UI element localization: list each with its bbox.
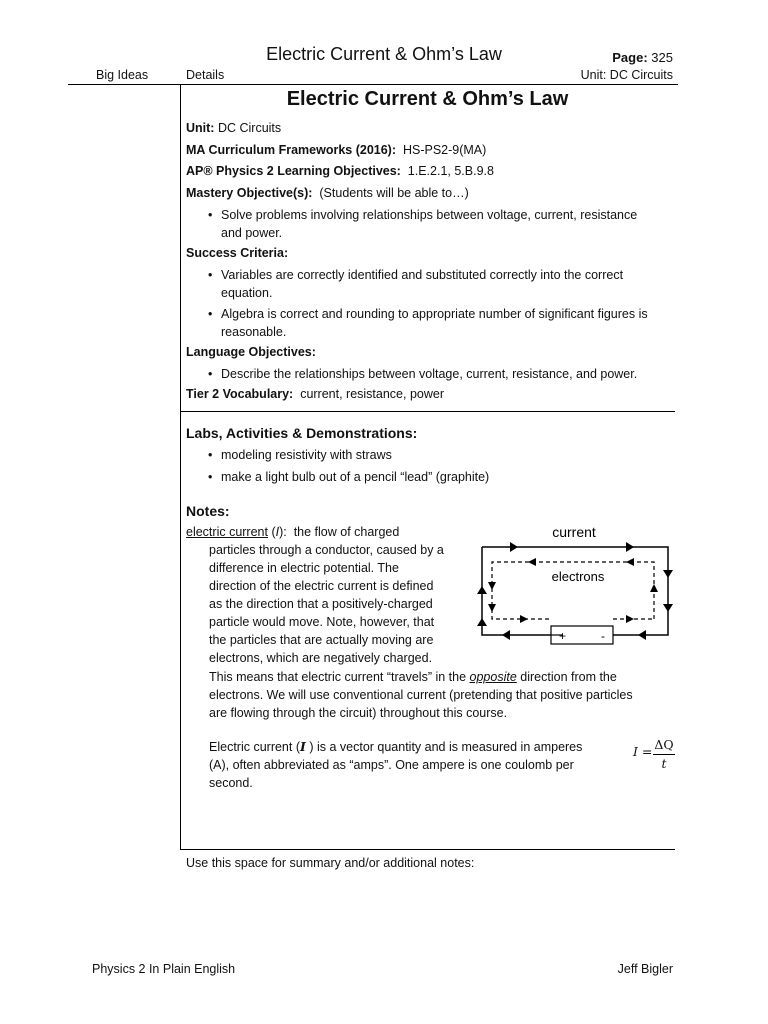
bullet-icon: •: [208, 367, 213, 381]
objectives-divider: [180, 411, 675, 412]
list-item: [208, 365, 668, 383]
bullet-icon: •: [208, 307, 213, 321]
summary-prompt: Use this space for summary and/or additional notes:: [186, 856, 475, 870]
current-arrow: [477, 586, 487, 594]
lab-item-text: modeling resistivity with straws: [221, 448, 392, 462]
page-title: Electric Current & Ohm’s Law: [286, 88, 569, 110]
details-column-label: Details: [186, 68, 225, 82]
current-label: current: [552, 524, 596, 540]
vector-first-line: [209, 738, 582, 756]
electron-arrow: [488, 582, 496, 590]
unit-label: Unit:: [186, 121, 215, 135]
frameworks-label: MA Curriculum Frameworks (2016):: [186, 143, 397, 157]
emphasis-opposite: opposite: [469, 670, 517, 684]
current-arrow: [477, 618, 487, 626]
notes-heading: Notes:: [186, 503, 230, 519]
list-item: [208, 446, 668, 464]
page-number: [612, 50, 673, 65]
term-symbol: I: [275, 525, 280, 539]
current-arrow: [502, 630, 510, 640]
mastery-value: (Students will be able to…): [319, 186, 469, 200]
footer-author: Jeff Bigler: [617, 962, 673, 976]
circuit-diagram: [476, 518, 676, 650]
definition-text: particles through a conductor, caused by a: [209, 543, 444, 557]
definition-text: the flow of charged: [293, 525, 400, 539]
success-criteria-heading: [186, 246, 288, 260]
vocabulary-line: [186, 387, 444, 401]
success-item-text: reasonable.: [221, 325, 287, 339]
battery-plus: +: [559, 629, 567, 643]
vector-text: ) is a vector quantity and is measured in amperes: [305, 740, 583, 754]
header-unit: Unit: DC Circuits: [580, 68, 673, 82]
vocab-value: current, resistance, power: [300, 387, 444, 401]
current-arrow: [638, 630, 646, 640]
current-arrow: [663, 604, 673, 612]
means-text: direction from the: [516, 670, 617, 684]
definition-text: as the direction that a positively-charged: [209, 597, 433, 611]
outer-wire: [482, 547, 668, 635]
bullet-icon: •: [208, 268, 213, 282]
frameworks-value: HS-PS2-9(MA): [402, 143, 487, 157]
vector-text: second.: [209, 776, 253, 790]
electron-arrow: [528, 558, 536, 566]
means-text: electrons. We will use conventional current (pretending that positive particles: [209, 688, 633, 702]
page-number-value: 325: [651, 50, 673, 65]
fraction-bar: [653, 754, 675, 755]
definition-first-line: electric current (I): the flow of charged: [186, 525, 400, 539]
vocab-label: Tier 2 Vocabulary:: [186, 387, 294, 401]
column-divider: [180, 85, 181, 849]
definition-text: direction of the electric current is defined: [209, 579, 434, 593]
formula-denominator: t: [661, 756, 667, 771]
header-title: Electric Current & Ohm’s Law: [266, 44, 502, 64]
lab-item-text: make a light bulb out of a pencil “lead” (graphite): [221, 470, 490, 484]
definition-text: electrons, which are negatively charged.: [209, 651, 433, 665]
ap-objectives-line: [186, 164, 494, 178]
electron-arrow: [626, 558, 634, 566]
language-objectives-heading: [186, 345, 316, 359]
mastery-line: [186, 186, 469, 200]
formula-numerator: ΔQ: [654, 737, 674, 752]
list-item: [208, 206, 668, 242]
electron-arrow: [488, 604, 496, 612]
means-text: This means that electric current “travels” in the: [209, 670, 467, 684]
list-item: [208, 468, 668, 486]
definition-text: particle would move. Note, however, that: [209, 615, 435, 629]
bullet-icon: •: [208, 448, 213, 462]
success-item-text: Algebra is correct and rounding to appropriate number of significant figures is: [221, 307, 648, 321]
definition-text: the particles that are actually moving are: [209, 633, 434, 647]
unit-value: DC Circuits: [217, 121, 282, 135]
electron-arrow: [520, 615, 528, 623]
list-item: [208, 266, 668, 302]
bullet-icon: •: [208, 470, 213, 484]
unit-line: [186, 121, 281, 135]
mastery-item-text: Solve problems involving relationships between voltage, current, resistance: [221, 208, 638, 222]
success-label: Success Criteria:: [186, 246, 289, 260]
mastery-item-text: and power.: [221, 226, 283, 240]
formula-lhs: I =: [633, 744, 653, 759]
list-item: [208, 305, 668, 341]
footer-book-title: Physics 2 In Plain English: [92, 962, 236, 976]
ap-value: 1.E.2.1, 5.B.9.8: [407, 164, 494, 178]
frameworks-line: [186, 143, 486, 157]
big-ideas-column-label: Big Ideas: [96, 68, 149, 82]
success-item-text: equation.: [221, 286, 273, 300]
vector-text: (A), often abbreviated as “amps”. One ampere is one coulomb per: [209, 758, 574, 772]
means-first-line: [209, 668, 617, 686]
means-text: are flowing through the circuit) throughout this course.: [209, 706, 508, 720]
page-label: Page:: [612, 50, 648, 65]
ap-label: AP® Physics 2 Learning Objectives:: [186, 164, 401, 178]
mastery-label: Mastery Objective(s):: [186, 186, 313, 200]
battery-minus: -: [601, 629, 605, 643]
language-label: Language Objectives:: [186, 345, 316, 359]
summary-divider: [180, 849, 675, 850]
bullet-icon: •: [208, 208, 213, 222]
success-item-text: Variables are correctly identified and substituted correctly into the correct: [221, 268, 624, 282]
current-arrow: [663, 570, 673, 578]
vector-symbol: I: [300, 739, 306, 754]
current-arrow: [626, 542, 634, 552]
electrons-label: electrons: [551, 569, 605, 584]
term: electric current: [186, 525, 268, 539]
definition-text: difference in electric potential. The: [209, 561, 399, 575]
language-item-text: Describe the relationships between voltage, current, resistance, and power.: [221, 367, 638, 381]
labs-heading: Labs, Activities & Demonstrations:: [186, 425, 418, 441]
electron-arrow: [626, 615, 634, 623]
header-rule: [68, 84, 678, 85]
vector-text: Electric current (: [209, 740, 300, 754]
current-arrow: [510, 542, 518, 552]
electron-arrow: [650, 584, 658, 592]
